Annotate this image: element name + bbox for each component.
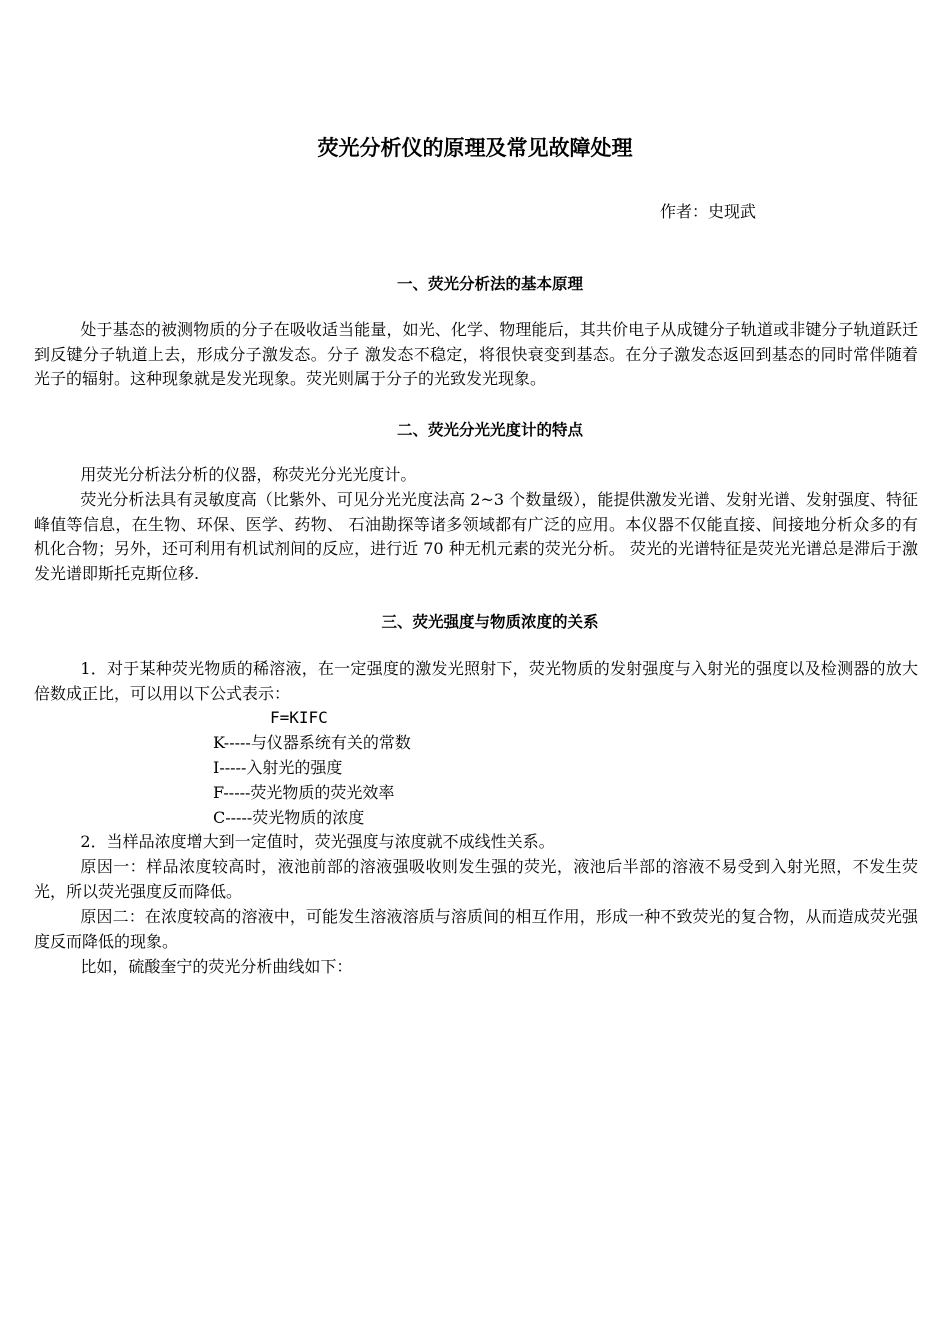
definition-i: I-----入射光的强度 [213, 758, 343, 777]
section3-paragraph-1: 1．对于某种荧光物质的稀溶液，在一定强度的激发光照射下，荧光物质的发射强度与入射光的强度以及检测器的放大倍数成正比，可以用以下公式表示： [34, 659, 918, 703]
section3-paragraph-3: 原因一：样品浓度较高时，液池前部的溶液强吸收则发生强的荧光，液池后半部的溶液不易受到入射光照，不发生荧光，所以荧光强度反而降低。 [34, 857, 918, 901]
definition-k: K-----与仪器系统有关的常数 [213, 733, 411, 752]
definition-f: F-----荧光物质的荧光效率 [213, 783, 395, 802]
author-line: 作者：史现武 [660, 202, 757, 221]
section2-paragraph-1: 用荧光分析法分析的仪器，称荧光分光光度计。 [80, 465, 417, 484]
section1-heading: 一、荧光分析法的基本原理 [396, 275, 583, 293]
section3-paragraph-4: 原因二：在浓度较高的溶液中，可能发生溶液溶质与溶质间的相互作用，形成一种不致荧光的复合物，从而造成荧光强度反而降低的现象。 [34, 907, 918, 951]
section3-heading: 三、荧光强度与物质浓度的关系 [381, 613, 599, 631]
definition-c: C-----荧光物质的浓度 [213, 808, 365, 827]
section2-heading: 二、荧光分光光度计的特点 [396, 421, 583, 439]
section3-paragraph-2: 2．当样品浓度增大到一定值时，荧光强度与浓度就不成线性关系。 [80, 832, 555, 851]
section3-paragraph-5: 比如，硫酸奎宁的荧光分析曲线如下： [80, 957, 353, 976]
section2-paragraph-2: 荧光分析法具有灵敏度高（比紫外、可见分光光度法高 2~3 个数量级），能提供激发光谱、发射光谱、发射强度、特征峰值等信息，在生物、环保、医学、药物、 石油勘探等诸多领域都有广泛的应用。本仪器不仅能直接、间接地分析众多的有机化合物；另外，还可利用有机试剂间的反应，进行近 70 种无机元素的荧光分析。 荧光的光谱特征是荧光光谱总是滞后于激发光谱即斯托克斯位移. [34, 490, 918, 584]
document-title: 荧光分析仪的原理及常见故障处理 [317, 136, 633, 160]
formula: F=KIFC [270, 708, 328, 727]
section1-paragraph: 处于基态的被测物质的分子在吸收适当能量，如光、化学、物理能后，其共价电子从成键分子轨道或非键分子轨道跃迁到反键分子轨道上去，形成分子激发态。分子 激发态不稳定，将很快衰变到基态。在分子激发态返回到基态的同时常伴随着光子的辐射。这种现象就是发光现象。荧光则属于分子的光致发光现象。 [34, 320, 918, 389]
